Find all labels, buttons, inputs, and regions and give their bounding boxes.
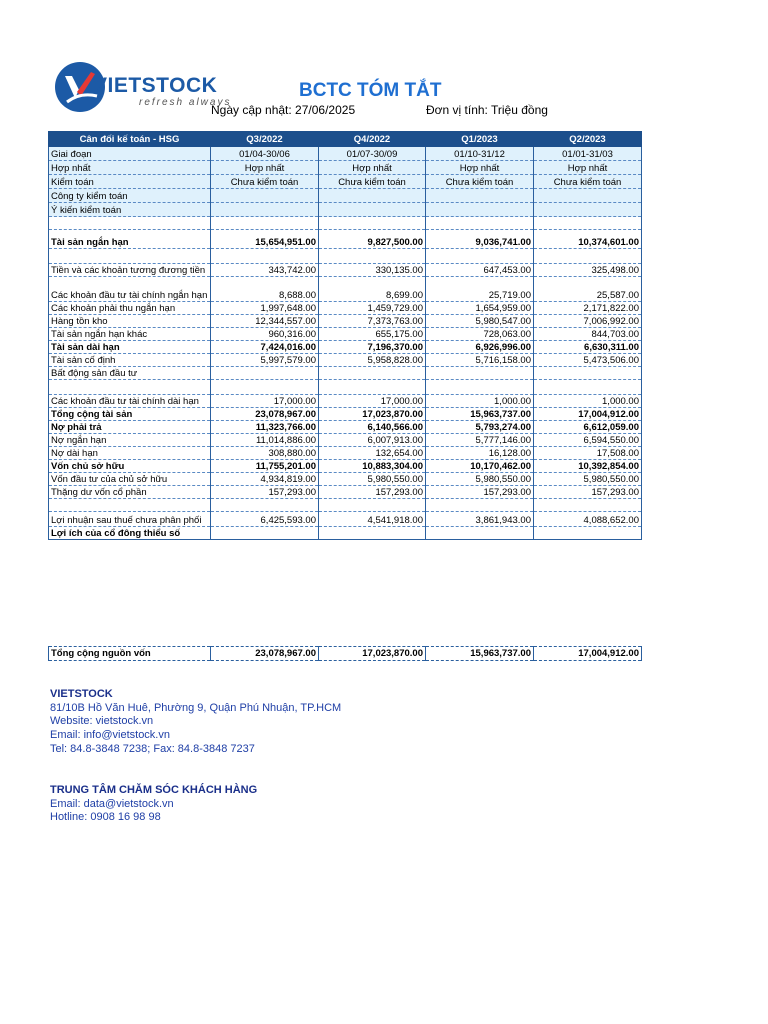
customer-care-hotline: Hotline: 0908 16 98 98 bbox=[50, 811, 161, 824]
table-row bbox=[49, 473, 642, 486]
row-label: Các khoản đầu tư tài chính ngắn hạn bbox=[49, 277, 211, 302]
cell-value: 9,036,741.00 bbox=[426, 230, 534, 249]
table-row bbox=[49, 328, 642, 341]
cell-value bbox=[426, 189, 534, 203]
company-email[interactable]: Email: info@vietstock.vn bbox=[50, 729, 170, 742]
cell-value: 308,880.00 bbox=[211, 447, 319, 460]
cell-value: 5,958,828.00 bbox=[319, 354, 426, 367]
table-row bbox=[49, 395, 642, 408]
cell-value bbox=[319, 189, 426, 203]
cell-value: Chưa kiểm toán bbox=[319, 175, 426, 189]
cell-value: 7,373,763.00 bbox=[319, 315, 426, 328]
row-label: Các khoản phải thu ngắn hạn bbox=[49, 302, 211, 315]
company-contact bbox=[50, 688, 341, 757]
cell-value: 01/04-30/06 bbox=[211, 147, 319, 161]
cell-value: 10,883,304.00 bbox=[319, 460, 426, 473]
row-label: Các khoản đầu tư tài chính dài hạn bbox=[49, 395, 211, 408]
cell-value: 5,793,274.00 bbox=[426, 421, 534, 434]
cell-value: Hợp nhất bbox=[211, 161, 319, 175]
company-name: VIETSTOCK bbox=[50, 688, 113, 700]
cell-value: 132,654.00 bbox=[319, 447, 426, 460]
row-label: Tài sản ngắn hạn bbox=[49, 230, 211, 249]
table-row bbox=[49, 161, 642, 175]
cell-value bbox=[211, 380, 319, 395]
cell-value: 17,023,870.00 bbox=[319, 408, 426, 421]
cell-value bbox=[426, 367, 534, 380]
cell-value: 728,063.00 bbox=[426, 328, 534, 341]
cell-value bbox=[534, 249, 642, 264]
total-value: 17,004,912.00 bbox=[534, 647, 642, 661]
cell-value: 157,293.00 bbox=[211, 486, 319, 499]
cell-value bbox=[426, 249, 534, 264]
company-website[interactable]: Website: vietstock.vn bbox=[50, 715, 154, 728]
cell-value bbox=[534, 499, 642, 512]
row-label bbox=[49, 217, 211, 230]
company-address: 81/10B Hồ Văn Huê, Phường 9, Quận Phú Nhuận, TP.HCM bbox=[50, 701, 342, 714]
unit-label: Đơn vị tính: Triệu đồng bbox=[426, 103, 548, 117]
column-header: Q3/2022 bbox=[211, 132, 319, 147]
table-row bbox=[49, 408, 642, 421]
cell-value: Hợp nhất bbox=[426, 161, 534, 175]
cell-value: 343,742.00 bbox=[211, 264, 319, 277]
cell-value: 25,587.00 bbox=[534, 277, 642, 302]
cell-value: 655,175.00 bbox=[319, 328, 426, 341]
total-value: 15,963,737.00 bbox=[426, 647, 534, 661]
row-label: Hợp nhất bbox=[49, 161, 211, 175]
cell-value bbox=[319, 249, 426, 264]
cell-value bbox=[534, 367, 642, 380]
row-label: Tài sản cố định bbox=[49, 354, 211, 367]
total-row bbox=[49, 647, 642, 661]
cell-value: 6,007,913.00 bbox=[319, 434, 426, 447]
cell-value: 5,980,547.00 bbox=[426, 315, 534, 328]
row-label: Tổng cộng tài sản bbox=[49, 408, 211, 421]
cell-value bbox=[319, 380, 426, 395]
cell-value: 1,000.00 bbox=[534, 395, 642, 408]
cell-value: 4,541,918.00 bbox=[319, 512, 426, 527]
row-label: Lợi ích của cổ đông thiểu số bbox=[49, 527, 211, 540]
table-row bbox=[49, 302, 642, 315]
document-title: BCTC TÓM TẮT bbox=[299, 80, 442, 101]
customer-care-contact bbox=[50, 784, 257, 825]
cell-value: 23,078,967.00 bbox=[211, 408, 319, 421]
cell-value: 6,612,059.00 bbox=[534, 421, 642, 434]
cell-value: 8,699.00 bbox=[319, 277, 426, 302]
cell-value: 6,425,593.00 bbox=[211, 512, 319, 527]
cell-value: 10,170,462.00 bbox=[426, 460, 534, 473]
cell-value bbox=[534, 189, 642, 203]
cell-value: 10,392,854.00 bbox=[534, 460, 642, 473]
total-capital-table bbox=[48, 646, 642, 661]
table-row bbox=[49, 486, 642, 499]
update-date: Ngày cập nhật: 27/06/2025 bbox=[211, 103, 356, 117]
table-row bbox=[49, 341, 642, 354]
cell-value bbox=[211, 249, 319, 264]
table-row bbox=[49, 447, 642, 460]
cell-value: 647,453.00 bbox=[426, 264, 534, 277]
cell-value: Chưa kiểm toán bbox=[534, 175, 642, 189]
customer-care-title: TRUNG TÂM CHĂM SÓC KHÁCH HÀNG bbox=[50, 784, 258, 796]
cell-value: 6,630,311.00 bbox=[534, 341, 642, 354]
cell-value: 7,196,370.00 bbox=[319, 341, 426, 354]
cell-value: 4,934,819.00 bbox=[211, 473, 319, 486]
cell-value: 960,316.00 bbox=[211, 328, 319, 341]
cell-value bbox=[211, 189, 319, 203]
cell-value: 8,688.00 bbox=[211, 277, 319, 302]
table-row bbox=[49, 367, 642, 380]
row-label bbox=[49, 249, 211, 264]
column-header: Q4/2022 bbox=[319, 132, 426, 147]
cell-value: 6,140,566.00 bbox=[319, 421, 426, 434]
table-row bbox=[49, 315, 642, 328]
row-label: Tiền và các khoản tương đương tiền bbox=[49, 264, 211, 277]
cell-value: Chưa kiểm toán bbox=[426, 175, 534, 189]
cell-value: 4,088,652.00 bbox=[534, 512, 642, 527]
cell-value: 16,128.00 bbox=[426, 447, 534, 460]
cell-value bbox=[211, 217, 319, 230]
cell-value bbox=[319, 203, 426, 217]
cell-value: 157,293.00 bbox=[319, 486, 426, 499]
row-label: Nợ phải trả bbox=[49, 421, 211, 434]
cell-value: 157,293.00 bbox=[426, 486, 534, 499]
cell-value: 330,135.00 bbox=[319, 264, 426, 277]
table-row bbox=[49, 434, 642, 447]
row-label: Thặng dư vốn cổ phần bbox=[49, 486, 211, 499]
table-row bbox=[49, 512, 642, 527]
column-header: Q2/2023 bbox=[534, 132, 642, 147]
table-row bbox=[49, 421, 642, 434]
cell-value: 7,424,016.00 bbox=[211, 341, 319, 354]
table-row bbox=[49, 460, 642, 473]
cell-value: 157,293.00 bbox=[534, 486, 642, 499]
cell-value: 6,926,996.00 bbox=[426, 341, 534, 354]
cell-value: 11,323,766.00 bbox=[211, 421, 319, 434]
cell-value bbox=[426, 203, 534, 217]
row-label: Lợi nhuận sau thuế chưa phân phối bbox=[49, 512, 211, 527]
cell-value: 7,006,992.00 bbox=[534, 315, 642, 328]
table-row bbox=[49, 277, 642, 302]
row-label: Tài sản dài hạn bbox=[49, 341, 211, 354]
table-row bbox=[49, 230, 642, 249]
total-value: 23,078,967.00 bbox=[211, 647, 319, 661]
cell-value bbox=[211, 499, 319, 512]
cell-value: 1,459,729.00 bbox=[319, 302, 426, 315]
table-row bbox=[49, 249, 642, 264]
cell-value: 11,014,886.00 bbox=[211, 434, 319, 447]
cell-value: 15,963,737.00 bbox=[426, 408, 534, 421]
cell-value: 1,997,648.00 bbox=[211, 302, 319, 315]
cell-value bbox=[534, 203, 642, 217]
column-header: Cân đối kế toán - HSG bbox=[49, 132, 211, 147]
cell-value: 17,508.00 bbox=[534, 447, 642, 460]
cell-value bbox=[426, 527, 534, 540]
row-label bbox=[49, 380, 211, 395]
cell-value: 9,827,500.00 bbox=[319, 230, 426, 249]
cell-value: 2,171,822.00 bbox=[534, 302, 642, 315]
total-label: Tổng cộng nguồn vốn bbox=[49, 647, 211, 661]
cell-value: 5,980,550.00 bbox=[534, 473, 642, 486]
cell-value: 3,861,943.00 bbox=[426, 512, 534, 527]
company-phone: Tel: 84.8-3848 7238; Fax: 84.8-3848 7237 bbox=[50, 742, 255, 755]
cell-value: 15,654,951.00 bbox=[211, 230, 319, 249]
cell-value: 25,719.00 bbox=[426, 277, 534, 302]
logo-tagline: refresh always bbox=[139, 97, 232, 108]
row-label: Hàng tồn kho bbox=[49, 315, 211, 328]
table-row bbox=[49, 175, 642, 189]
cell-value: 5,997,579.00 bbox=[211, 354, 319, 367]
cell-value: 01/07-30/09 bbox=[319, 147, 426, 161]
cell-value: 5,716,158.00 bbox=[426, 354, 534, 367]
row-label: Công ty kiểm toán bbox=[49, 189, 211, 203]
table-row bbox=[49, 147, 642, 161]
cell-value: Hợp nhất bbox=[534, 161, 642, 175]
cell-value: 10,374,601.00 bbox=[534, 230, 642, 249]
table-header-row bbox=[49, 132, 642, 147]
cell-value: 5,777,146.00 bbox=[426, 434, 534, 447]
cell-value: 6,594,550.00 bbox=[534, 434, 642, 447]
customer-care-email[interactable]: Email: data@vietstock.vn bbox=[50, 797, 174, 810]
column-header: Q1/2023 bbox=[426, 132, 534, 147]
cell-value bbox=[319, 367, 426, 380]
cell-value bbox=[319, 499, 426, 512]
table-row bbox=[49, 354, 642, 367]
table-row bbox=[49, 203, 642, 217]
cell-value: 01/10-31/12 bbox=[426, 147, 534, 161]
logo-brand: VIETSTOCK bbox=[93, 74, 218, 97]
table-row bbox=[49, 217, 642, 230]
cell-value: 17,000.00 bbox=[319, 395, 426, 408]
cell-value bbox=[534, 527, 642, 540]
cell-value: 12,344,557.00 bbox=[211, 315, 319, 328]
cell-value bbox=[319, 217, 426, 230]
cell-value: 01/01-31/03 bbox=[534, 147, 642, 161]
vietstock-logo bbox=[55, 62, 232, 112]
cell-value: 844,703.00 bbox=[534, 328, 642, 341]
table-row bbox=[49, 189, 642, 203]
table-row bbox=[49, 499, 642, 512]
cell-value: 5,473,506.00 bbox=[534, 354, 642, 367]
cell-value: 17,000.00 bbox=[211, 395, 319, 408]
row-label bbox=[49, 499, 211, 512]
row-label: Kiểm toán bbox=[49, 175, 211, 189]
cell-value: 5,980,550.00 bbox=[426, 473, 534, 486]
cell-value: 1,000.00 bbox=[426, 395, 534, 408]
row-label: Vốn đầu tư của chủ sở hữu bbox=[49, 473, 211, 486]
table-row bbox=[49, 527, 642, 540]
row-label: Vốn chủ sở hữu bbox=[49, 460, 211, 473]
row-label: Bất động sản đầu tư bbox=[49, 367, 211, 380]
row-label: Giai đoạn bbox=[49, 147, 211, 161]
table-row bbox=[49, 380, 642, 395]
cell-value bbox=[534, 380, 642, 395]
cell-value bbox=[319, 527, 426, 540]
row-label: Tài sản ngắn hạn khác bbox=[49, 328, 211, 341]
cell-value: 5,980,550.00 bbox=[319, 473, 426, 486]
cell-value: 17,004,912.00 bbox=[534, 408, 642, 421]
row-label: Nợ dài hạn bbox=[49, 447, 211, 460]
balance-sheet-table bbox=[48, 131, 642, 540]
table-row bbox=[49, 264, 642, 277]
row-label: Ý kiến kiểm toán bbox=[49, 203, 211, 217]
cell-value: 1,654,959.00 bbox=[426, 302, 534, 315]
cell-value: Chưa kiểm toán bbox=[211, 175, 319, 189]
cell-value bbox=[426, 380, 534, 395]
row-label: Nợ ngắn hạn bbox=[49, 434, 211, 447]
cell-value: Hợp nhất bbox=[319, 161, 426, 175]
total-value: 17,023,870.00 bbox=[319, 647, 426, 661]
cell-value bbox=[534, 217, 642, 230]
cell-value bbox=[426, 499, 534, 512]
cell-value bbox=[211, 527, 319, 540]
cell-value bbox=[211, 367, 319, 380]
cell-value bbox=[211, 203, 319, 217]
cell-value: 11,755,201.00 bbox=[211, 460, 319, 473]
cell-value: 325,498.00 bbox=[534, 264, 642, 277]
cell-value bbox=[426, 217, 534, 230]
